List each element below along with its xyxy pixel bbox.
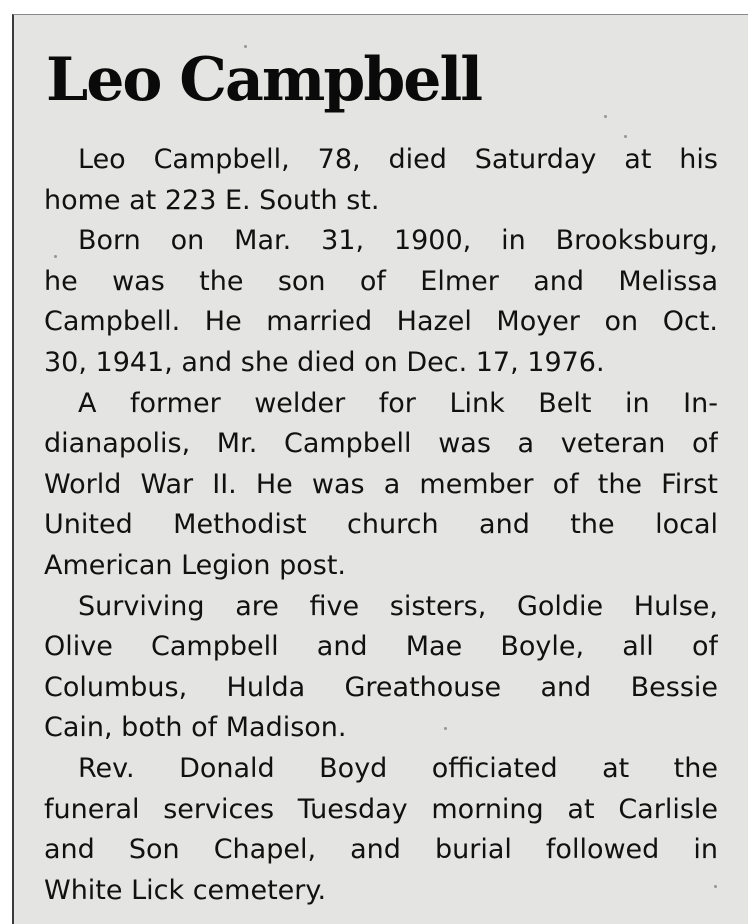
text-line: A former welder for Link Belt in In-	[78, 387, 718, 419]
text-line: and Son Chapel, and burial followed in	[44, 834, 718, 866]
paragraph-family-background	[44, 221, 718, 383]
text-line: Leo Campbell, 78, died Saturday at his	[78, 144, 718, 175]
text-line: Cain, both of Madison.	[44, 712, 347, 744]
obituary-body	[44, 140, 718, 911]
paragraph-survivors	[44, 587, 718, 749]
text-line: he was the son of Elmer and Melissa	[44, 265, 718, 297]
text-line: Columbus, Hulda Greathouse and Bessie	[44, 671, 718, 703]
text-line: dianapolis, Mr. Campbell was a veteran of	[44, 428, 718, 460]
text-line: World War II. He was a member of the First	[44, 468, 718, 500]
paragraph-career	[44, 384, 718, 587]
text-line: 30, 1941, and she died on Dec. 17, 1976.	[44, 346, 605, 378]
text-line: United Methodist church and the local	[44, 509, 718, 541]
text-line: Surviving are five sisters, Goldie Hulse,	[78, 590, 718, 622]
print-speck	[604, 115, 607, 118]
text-line: Olive Campbell and Mae Boyle, all of	[44, 631, 718, 663]
text-line: home at 223 E. South st.	[44, 184, 380, 216]
text-line: funeral services Tuesday morning at Carlisle	[44, 793, 718, 825]
paragraph-death-notice	[44, 140, 718, 221]
print-speck	[624, 135, 627, 138]
text-line: Campbell. He married Hazel Moyer on Oct.	[44, 306, 718, 338]
text-line: Rev. Donald Boyd officiated at the	[78, 752, 718, 784]
obituary-headline: Leo Campbell	[46, 45, 482, 115]
text-line: American Legion post.	[44, 549, 346, 581]
text-line: White Lick cemetery.	[44, 874, 327, 906]
text-line: Born on Mar. 31, 1900, in Brooksburg,	[78, 225, 718, 257]
paragraph-services	[44, 749, 718, 911]
